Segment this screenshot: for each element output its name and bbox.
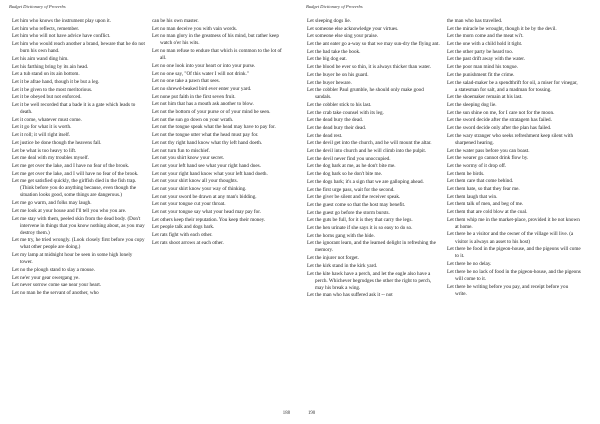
page-number: 190 [308, 411, 316, 416]
proverb-entry: Let the devil get into the church, and he will mount the altar. [307, 140, 432, 147]
proverb-entry: Let not turn fun to mischief. [152, 147, 210, 154]
proverb-entry: Let the devil never find you unoccupied. [307, 155, 391, 162]
proverb-entry: Let the past drift away with the water. [447, 56, 525, 63]
proverb-entry: Let none put faith in the first seven fruit. [152, 93, 236, 100]
proverb-entry: Let it come, whatever must come. [12, 116, 82, 123]
proverb-entry: Let the sword decide only after the plan has failed. [447, 125, 552, 132]
proverb-entry: Let there be food in the pigeon-house, and the pigeons will come to it. [447, 246, 581, 260]
proverb-entry: Let me try, he tried wrongly. (Look closely first before you copy what other people are doing.) [12, 237, 145, 251]
proverb-entry: Let the bad take the book. [307, 48, 361, 55]
proverb-entry: Let no one say, "Of this water I will not drink." [152, 70, 249, 77]
proverb-entry: Let a tub stand on its ain bottom. [12, 71, 80, 78]
proverb-entry: Let the salad-maker be a spendthrift for oil, a miser for vinegar, a statesman for salt, and a madman for tossing. [447, 79, 578, 93]
proverb-entry: Let the man who has suffered ask it -- not [307, 292, 393, 299]
column-2 [447, 18, 587, 300]
proverb-entry: Let me get satisfied quickly, the girlfish died in the fish trap. (Think before you do anything because, even though the situation looks good, some things are dangerous.) [12, 178, 137, 199]
proverb-entry: Let not your tongue cut your throat. [152, 201, 226, 208]
proverb-entry: Let not your left hand see what your right hand does. [152, 162, 261, 169]
proverb-entry: Let not your sword be drawn at any man's bidding. [152, 193, 257, 200]
proverb-entry: Let the ant eater go a-way so that we may sun-dry the flying ant. [307, 41, 440, 48]
proverb-entry: Let them that are cold blow at the coal. [447, 209, 528, 215]
proverb-entry: Let the injurer not forget. [307, 255, 360, 262]
proverb-entry: Let no man glory in the greatness of his mind, but rather keep watch o'er his wits. [152, 33, 279, 47]
running-head: Budget Dictionary of Proverbs [306, 4, 363, 9]
proverb-entry: Let the guest go before the storm bursts. [307, 209, 390, 216]
proverb-entry: Let the cobbler Paul grumble, he should only make good sandals. [307, 87, 424, 101]
proverb-entry: Let there be no delay. [447, 261, 492, 268]
proverb-entry: Let people talk and dogs bark. [152, 224, 215, 231]
proverb-entry: Let the morn come and the meat wi't. [447, 33, 524, 40]
proverb-entry: Let the hen urinate if she says it is so easy to do so. [307, 224, 413, 231]
proverb-entry: Let the wary stranger who seeks refreshment keep silent with sharpened hearing. [447, 132, 574, 146]
proverb-entry: Let not thy right hand know what thy left hand doeth. [152, 139, 263, 146]
proverb-entry: Let it be afrae hand, though it be but a leg. [12, 78, 100, 85]
proverb-entry: Let my lamp at midnight hour be seen in some high lonely tower. [12, 252, 133, 266]
proverb-entry: Let not your shirt know all your thoughts. [152, 178, 238, 185]
proverb-entry: Let the sword decide after the stratagem has failed. [447, 117, 552, 124]
proverb-entry: Let the wormy of it drop off. [447, 162, 507, 169]
right-page [300, 0, 600, 424]
proverb-entry: Let be what is too heavy to lift. [12, 147, 77, 154]
proverb-entry: Let no man be the servant of another, who [12, 290, 99, 296]
proverb-entry: Let the punishment fit the crime. [447, 71, 515, 78]
proverb-entry: Let me deal with my troubles myself. [12, 155, 89, 162]
proverb-entry: Let the one with a child hold it tight. [447, 41, 523, 48]
column-1 [307, 18, 447, 300]
proverb-entry: Let never sorrow come sae near your heart. [12, 282, 102, 289]
proverb-entry: Let rats fight with each other. [152, 232, 213, 239]
proverb-entry: Let it be given to the most meritorious. [12, 86, 93, 93]
proverb-entry: Let the sun shine on me, for I care not for the moon. [447, 109, 555, 116]
proverb-entry: Let no one take a pawn that sees. [152, 78, 220, 85]
proverb-entry: Let me look at your house and I'll tell you who you are. [12, 207, 127, 214]
proverb-entry: Let no one look into your heart or into your purse. [152, 62, 256, 69]
proverb-entry: Let not the bottom of your purse or of your mind be seen. [152, 109, 271, 116]
proverb-entry: Let there be writing before you pay, and receipt before you write. [447, 283, 569, 297]
proverb-entry: Let the kite hawk have a perch, and let the eagle also have a perch. Whichever begrudges the other the right to perch, may his break a wing. [307, 270, 432, 291]
proverb-entry: Let not your tongue say what your head may pay for. [152, 209, 261, 215]
proverb-entry: Let others keep their reputation. You keep their money. [152, 216, 266, 223]
proverb-entry: Let the big dog eat. [307, 56, 347, 63]
proverb-entry: Let no man refuse to endure that which is common to the lot of all. [152, 48, 282, 62]
proverb-entry: Let the dog bark so he don't bite me. [307, 171, 383, 178]
proverb-entry: Let the poor man mind his tongue. [447, 64, 518, 71]
proverb-entry: the man who has travelled. [447, 18, 503, 24]
proverb-entry: Let not the sun go down on your wrath. [152, 116, 234, 123]
proverb-entry: Let no man deceive you with vain words. [152, 25, 238, 32]
proverb-entry: Let the blood be ever so thin, it is always thicker than water. [307, 64, 431, 71]
proverb-entry: Let justice be done though the heavens fall. [12, 139, 102, 146]
proverb-entry: Let the guts be full, for it is they that carry the legs. [307, 217, 413, 224]
proverb-entry: Let me get over the lake, and I will have no fear of the brook. [12, 170, 139, 177]
proverb-entry: can be his own master. [152, 18, 199, 24]
proverb-entry: Let him who will not have advice have conflict. [12, 33, 111, 40]
proverb-entry: Let it be obeyed but not enforced. [12, 94, 82, 101]
proverb-entry: Let it roll; it will right itself. [12, 132, 71, 139]
proverb-entry: Let ne'er your gear owergang ye. [12, 274, 80, 281]
proverb-entry: Let someone else sing your praise. [307, 33, 379, 40]
proverb-entry: Let them care that come behind. [447, 178, 514, 185]
proverb-entry: Let his aim wand ding him. [12, 55, 69, 62]
proverb-entry: Let the giver be silent and the receiver speak. [307, 194, 401, 201]
proverb-entry: Let the other party be heard too. [447, 48, 514, 55]
proverb-entry: Let the dead rest. [307, 132, 343, 139]
proverb-entry: Let them be birds. [447, 170, 485, 177]
proverb-entry: Let not your shirt know your way of thinking. [152, 185, 247, 192]
proverb-entry: Let not the tongue utter what the head must pay for. [152, 132, 259, 139]
column-1 [12, 18, 152, 298]
proverb-entry: Let me stay with them, peeled skin from the dead body. (Don't intervene in things that you know nothing about, as you may destroy them.) [12, 215, 145, 236]
proverb-entry: Let the kirk stand in the kirk yard. [307, 262, 378, 269]
proverb-entry: Let his farthing bring by its ain head. [12, 63, 89, 70]
proverb-entry: Let not the tongue speak what the head may have to pay for. [152, 124, 276, 131]
proverb-entry: Let the cobbler stick to his last. [307, 101, 372, 108]
proverb-entry: Let them whip me in the market-place, provided it be not known at home. [447, 216, 580, 230]
columns [12, 18, 292, 298]
proverb-entry: Let me get over the lake, and I have no fear of the brook. [12, 162, 130, 169]
proverb-entry: Let the dead bury the dead. [307, 117, 363, 124]
proverb-entry: Let sleeping dogs lie. [307, 18, 351, 24]
proverb-entry: Let them laugh that win. [447, 193, 498, 200]
proverb-entry: Let not him that has a mouth ask another to blow. [152, 101, 254, 108]
running-head: Budget Dictionary of Proverbs [9, 4, 66, 9]
proverb-entry: Let the shoemaker remain at his last. [447, 94, 523, 101]
proverb-entry: Let the dead bury their dead. [307, 125, 367, 132]
columns [307, 18, 587, 300]
proverb-entry: Let the dogs bark; it's a sign that we are galloping ahead. [307, 178, 424, 185]
proverb-entry: Let the buyer be on his guard. [307, 71, 369, 78]
proverb-entry: Let someone else acknowledge your virtues. [307, 25, 399, 32]
proverb-entry: Let him who would reach another a brand, beware that he do not burn his own hand. [12, 41, 145, 55]
proverb-entry: Let the buyer beware. [307, 79, 352, 86]
proverb-entry: Let him who knows the instrument play upon it. [12, 18, 111, 24]
proverb-entry: Let them talk of men, and beg of me. [447, 201, 524, 208]
proverb-entry: Let the miracle be wrought, though it be by the devil. [447, 25, 557, 32]
proverb-entry: Let the horns gang with the hide. [307, 232, 375, 239]
proverb-entry: Let the devil into church and he will climb into the pulpit. [307, 148, 427, 155]
proverb-entry: Let not your right hand know what your left hand doeth. [152, 170, 268, 177]
page-number: 188 [282, 411, 290, 416]
proverb-entry: Let it go for what it is worth. [12, 124, 72, 131]
proverb-entry: Let no the plough stand to slay a mouse. [12, 266, 95, 273]
proverb-entry: Let rats shoot arrows at each other. [152, 239, 224, 246]
proverb-entry: Let the crab take counsel with its leg. [307, 109, 384, 116]
column-2 [152, 18, 292, 298]
proverb-entry: Let the ignorant learn, and the learned delight in refreshing the memory. [307, 240, 436, 254]
proverb-entry: Let no shrewd-beaked bird ever enter your yard. [152, 86, 252, 92]
proverb-entry: Let them hate, so that they fear me. [447, 185, 520, 192]
proverb-entry: Let me go warm, and folks may laugh. [12, 200, 92, 207]
proverb-entry: Let the sleeping dog lie. [447, 101, 497, 108]
proverb-entry: Let him who reflects, remember. [12, 25, 80, 32]
proverb-entry: Let there be a visitor and the owner of the village will live. (a visitor is always an asset to his host) [447, 231, 574, 245]
proverb-entry: Let the water pass before you can boast. [447, 147, 530, 154]
proverb-entry: Let it be well recorded that a bade it is a gate which leads to death. [12, 101, 136, 116]
proverb-entry: Let the guest come so that the host may benefit. [307, 201, 406, 208]
proverb-entry: Let the dog bark at me, as he don't bite me. [307, 163, 396, 170]
proverb-entry: Let there be no lack of food in the pigeon-house, and the pigeons will come to it. [447, 268, 581, 282]
proverb-entry: Let the wearer go cannot drink flow by. [447, 155, 529, 162]
proverb-entry: Let not you shirt know your secret. [152, 155, 225, 162]
proverb-entry: Let the first urge pass, wait for the second. [307, 186, 395, 193]
